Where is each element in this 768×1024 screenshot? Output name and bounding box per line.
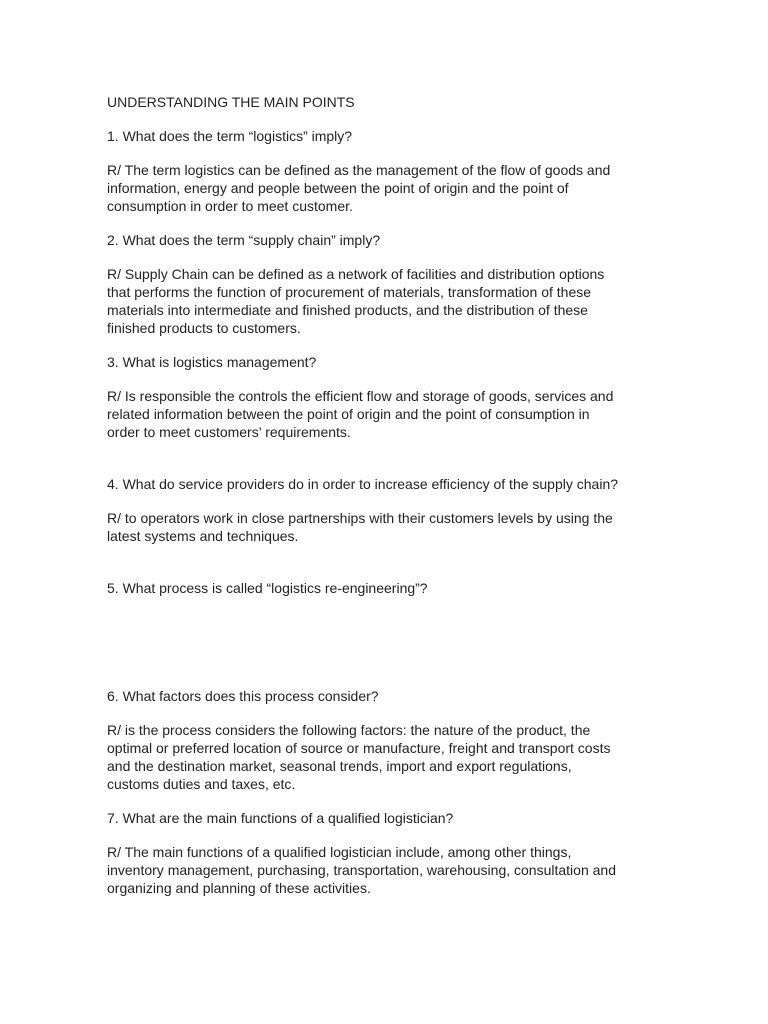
- answer-line: information, energy and people between the point of origin and the point of: [107, 180, 569, 196]
- answer-line: customs duties and taxes, etc.: [107, 776, 296, 792]
- qa-item-4: [107, 475, 707, 545]
- question-7: 7. What are the main functions of a qualified logistician?: [107, 810, 454, 826]
- answer-6: [107, 721, 707, 793]
- answer-line: finished products to customers.: [107, 320, 301, 336]
- qa-item-2: [107, 231, 707, 337]
- answer-line: R/ The term logistics can be defined as the management of the flow of goods and: [107, 162, 611, 178]
- answer-line: optimal or preferred location of source or manufacture, freight and transport costs: [107, 740, 611, 756]
- qa-item-6: [107, 687, 707, 793]
- question-5: 5. What process is called “logistics re-engineering”?: [107, 580, 428, 596]
- answer-line: R/ to operators work in close partnerships with their customers levels by using the: [107, 510, 613, 526]
- answer-line: R/ The main functions of a qualified logistician include, among other things,: [107, 844, 572, 860]
- document-title: UNDERSTANDING THE MAIN POINTS: [107, 94, 355, 110]
- question-2: 2. What does the term “supply chain” imply?: [107, 232, 381, 248]
- answer-line: organizing and planning of these activities.: [107, 880, 371, 896]
- answer-line: consumption in order to meet customer.: [107, 198, 353, 214]
- qa-item-3: [107, 353, 707, 441]
- qa-item-7: [107, 809, 707, 897]
- answer-line: order to meet customers’ requirements.: [107, 424, 351, 440]
- question-1: 1. What does the term “logistics” imply?: [107, 128, 353, 144]
- answer-line: that performs the function of procurement of materials, transformation of these: [107, 284, 592, 300]
- answer-line: R/ Supply Chain can be defined as a network of facilities and distribution options: [107, 266, 605, 282]
- qa-item-1: [107, 127, 707, 215]
- answer-4: [107, 509, 707, 545]
- answer-line: related information between the point of origin and the point of consumption in: [107, 406, 590, 422]
- question-6: 6. What factors does this process consider?: [107, 688, 379, 704]
- question-3: 3. What is logistics management?: [107, 354, 317, 370]
- answer-line: R/ is the process considers the following factors: the nature of the product, the: [107, 722, 591, 738]
- answer-line: and the destination market, seasonal trends, import and export regulations,: [107, 758, 572, 774]
- answer-7: [107, 843, 707, 897]
- answer-3: [107, 387, 707, 441]
- answer-line: materials into intermediate and finished products, and the distribution of these: [107, 302, 588, 318]
- qa-item-5: [107, 579, 707, 597]
- answer-1: [107, 161, 707, 215]
- document-page: [107, 93, 707, 913]
- answer-2: [107, 265, 707, 337]
- answer-line: R/ Is responsible the controls the efficient flow and storage of goods, services and: [107, 388, 614, 404]
- answer-line: inventory management, purchasing, transportation, warehousing, consultation and: [107, 862, 616, 878]
- question-4: 4. What do service providers do in order to increase efficiency of the supply chain?: [107, 476, 619, 492]
- answer-line: latest systems and techniques.: [107, 528, 299, 544]
